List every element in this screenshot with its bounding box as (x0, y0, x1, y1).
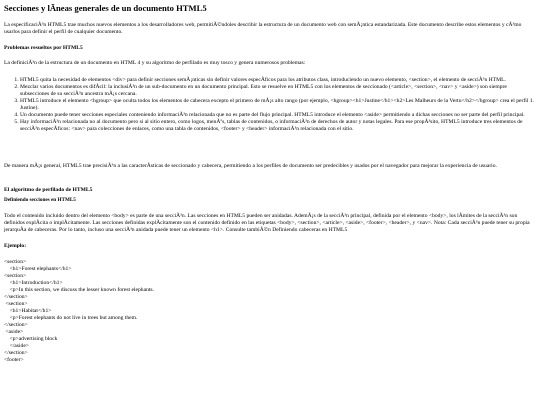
list-item: 4. Un documento puede tener secciones especiales conteniendo informaciÃ³n relacionada que no es parte del flujo principal. HTML5 introduce el elemento <aside> permitiendo a dichas secciones no ser parte del perfil principal. (20, 112, 536, 119)
definition-paragraph: La definiciÃ³n de la estructura de un documento en HTML 4 y su algoritmo de perfilado es muy tosco y genera numerosos problemas: (4, 60, 306, 66)
code-line: <section> (4, 259, 27, 265)
list-item: 2. Mezclar varios documentos es difÃcil: la inclusiÃ³n de un sub-documento en un documento principal. Esto se resuelve en HTML5 con los elementos de seccionado (<article>, <section>, <nav> y <aside>) son siempre subsecciones de su secciÃ³n ancestra mÃ¡s cercana. (20, 84, 536, 98)
problems-list (20, 77, 536, 133)
code-line: <h1>Habitat</h1> (4, 308, 52, 314)
intro-paragraph: La especificaciÃ³n HTML5 trae muchos nuevos elementos a los desarrolladores web, permitiÃ©ndoles describir la estructura de un documento web con semÃ¡ntica estandarizada. Este documento describe estos elementos y cÃ³mo usarlos para definir el perfil de cualquier documento. (4, 22, 522, 35)
code-line: <aside> (4, 329, 24, 335)
code-line: <h1>Introduction</h1> (4, 280, 63, 286)
code-line: <section> (4, 273, 27, 279)
example-label: Ejemplo: (4, 243, 27, 249)
code-line: </section> (4, 350, 28, 356)
code-line: <p>advertising block (4, 336, 58, 342)
list-item: 5. Hay informaciÃ³n relacionada no al documento pero si al sitio entero, como logos, menÃºs, tablas de contenidos, o informaciÃ³n de derechos de autor y notas legales. Para ese propÃ³sito, HTML5 introduce tres elementos de secciÃ³n especÃficos: <nav> para colecciones de enlaces, como una tabla de contenidos, <footer> y <header> informaciÃ³n relacionada con el sitio. (20, 119, 536, 133)
problems-heading: Problemas resueltos por HTML5 (4, 45, 83, 51)
algorithm-heading: El algoritmo de perfilado de HTML5 (4, 187, 93, 193)
code-line: <p>Forest elephants do not live in trees but among them. (4, 315, 138, 321)
list-item: 3. HTML5 introduce el elemento <hgroup> que oculta todos los elementos de cabecera excepto el primero de mÃ¡s alto rango (por ejemplo, <hgroup><h1>Justine</h1><h2>Les Malheurs de la Vertu</h2></hgroup> crea el perfil 1. Justine). (20, 98, 536, 112)
code-line: </section> (4, 294, 28, 300)
code-line: </section> (4, 322, 28, 328)
algorithm-body: Todo el contenido incluido dentro del elemento <body> es parte de una secciÃ³n. Las secciones en HTML5 pueden ser anidadas. AdemÃ¡s de la secciÃ³n principal, definida por el elemento <body>, los lÃmites de la secciÃ³n son definidos explÃcita o implÃcitamente. Las secciones definidas explÃcitamente son el contenido definido en las etiquetas <body>, <section>, <article>, <aside>, <footer>, <header>, y <nav>. Nota: Cada secciÃ³n puede tener su propia jerarquÃa de cabeceras. Por lo tanto, incluso una secciÃ³n anidada puede tener un elemento <h1>. Consulte tambiÃ©n Definiendo cabeceras en HTML5 (4, 213, 530, 233)
list-item: 1. HTML5 quita la necesidad de elementos <div> para definir secciones semÃ¡nticas sin definir valores especÃficos para los atributos class, introduciendo un nuevo elemento, <section>, el elemento de secciÃ³n HTML. (20, 77, 536, 84)
code-line: <p>In this section, we discuss the lesser known forest elephants. (4, 287, 155, 293)
code-line: </aside> (4, 343, 29, 349)
code-line: <section> (4, 301, 28, 307)
algorithm-subheading: Definiendo secciones en HTML5 (4, 197, 76, 203)
page-title: Secciones y lÃneas generales de un documento HTML5 (4, 3, 207, 13)
code-line: <h1>Forest elephants</h1> (4, 266, 72, 272)
summary-paragraph: De manera mÃ¡s general, HTML5 trae precisiÃ³n a las caracterÃsticas de seccionado y cabecera, permitiendo a los perfiles de documento ser predecibles y usados por el navegador para mejorar la experiencia de usuario. (4, 163, 497, 169)
code-line: <footer> (4, 357, 24, 363)
code-example (4, 259, 536, 364)
